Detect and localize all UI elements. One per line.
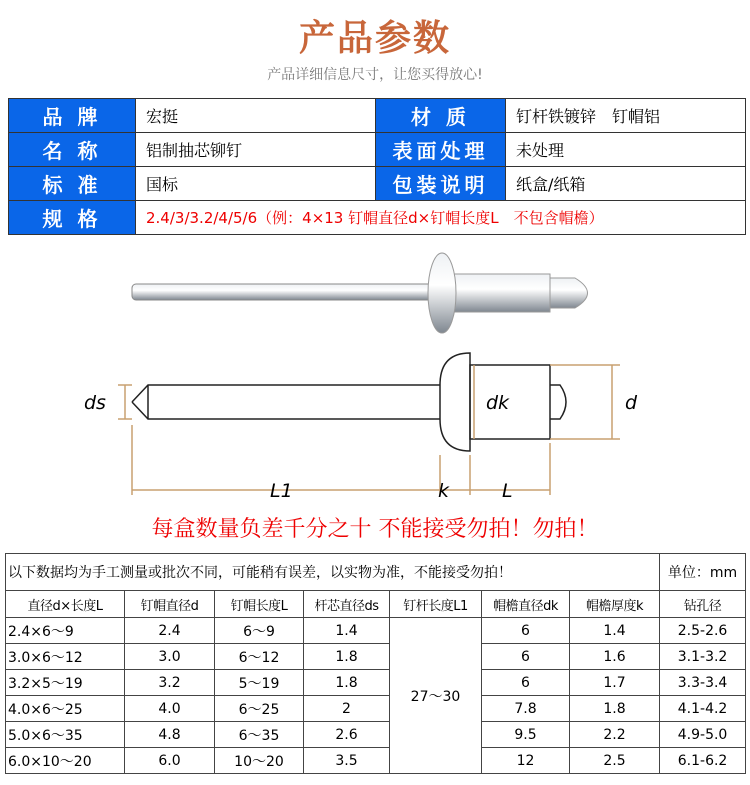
column-header: 帽檐直径dk — [482, 591, 570, 618]
rivet-diagram — [0, 345, 750, 505]
table-cell: 5.0×6～35 — [6, 722, 125, 748]
table-row — [6, 618, 746, 644]
table-cell: 2.6 — [304, 722, 390, 748]
table-cell: 7.8 — [482, 696, 570, 722]
table-cell: 2 — [304, 696, 390, 722]
column-header: 钻孔径 — [660, 591, 746, 618]
table-cell: 6.1-6.2 — [660, 748, 746, 774]
label-d: d — [625, 392, 638, 414]
spec-value: 未处理 — [506, 133, 746, 167]
table-cell: 1.8 — [570, 696, 660, 722]
table-cell: 3.1-3.2 — [660, 644, 746, 670]
spec-label: 表面处理 — [376, 133, 506, 167]
spec-value: 铝制抽芯铆钉 — [136, 133, 376, 167]
table-cell: 3.2 — [125, 670, 215, 696]
table-row — [6, 696, 746, 722]
label-L: L — [502, 480, 513, 502]
label-k: k — [438, 480, 450, 502]
spec-label: 包装说明 — [376, 167, 506, 201]
spec-label: 材 质 — [376, 99, 506, 133]
column-header: 杆芯直径ds — [304, 591, 390, 618]
spec-label: 规 格 — [9, 201, 136, 235]
table-cell: 1.6 — [570, 644, 660, 670]
spec-value: 纸盒/纸箱 — [506, 167, 746, 201]
table-cell: 12 — [482, 748, 570, 774]
table-cell: 1.4 — [304, 618, 390, 644]
table-cell: 6.0 — [125, 748, 215, 774]
column-header: 直径d×长度L — [6, 591, 125, 618]
unit-label: 单位：mm — [660, 554, 746, 591]
table-cell: 6～12 — [215, 644, 304, 670]
column-header: 钉杆长度L1 — [390, 591, 482, 618]
table-cell: 3.0×6～12 — [6, 644, 125, 670]
table-cell: 4.8 — [125, 722, 215, 748]
label-ds: ds — [84, 392, 106, 414]
header-row — [6, 591, 746, 618]
table-cell: 6.0×10～20 — [6, 748, 125, 774]
size-table — [5, 553, 746, 774]
table-cell: 6 — [482, 644, 570, 670]
table-cell: 4.9-5.0 — [660, 722, 746, 748]
table-cell: 6～25 — [215, 696, 304, 722]
spec-row-size — [9, 201, 746, 235]
spec-row — [9, 133, 746, 167]
table-row — [6, 748, 746, 774]
column-header: 钉帽长度L — [215, 591, 304, 618]
table-row — [6, 644, 746, 670]
spec-table — [8, 98, 746, 235]
spec-label: 品 牌 — [9, 99, 136, 133]
rivet-photo — [0, 248, 750, 338]
column-header: 钉帽直径d — [125, 591, 215, 618]
page-subtitle: 产品详细信息尺寸，让您买得放心! — [267, 67, 483, 83]
spec-size-value: 2.4/3/3.2/4/5/6（例：4×13 钉帽直径d×钉帽长度L 不包含帽檐） — [136, 201, 746, 235]
table-cell: 3.5 — [304, 748, 390, 774]
table-cell: 6 — [482, 618, 570, 644]
l1-cell: 27～30 — [390, 618, 482, 774]
table-cell: 6～9 — [215, 618, 304, 644]
table-cell: 3.0 — [125, 644, 215, 670]
table-cell: 2.2 — [570, 722, 660, 748]
label-L1: L1 — [270, 480, 293, 502]
spec-row — [9, 167, 746, 201]
spec-label: 名 称 — [9, 133, 136, 167]
table-cell: 4.0 — [125, 696, 215, 722]
warning-text: 每盒数量负差千分之十 不能接受勿拍！勿拍！ — [151, 517, 599, 542]
table-cell: 4.1-4.2 — [660, 696, 746, 722]
table-cell: 10～20 — [215, 748, 304, 774]
table-row — [6, 670, 746, 696]
page-title: 产品参数 — [298, 18, 451, 59]
spec-value: 钉杆铁镀锌 钉帽铝 — [506, 99, 746, 133]
label-dk: dk — [486, 392, 510, 414]
table-cell: 1.4 — [570, 618, 660, 644]
note-row — [6, 554, 746, 591]
spec-row — [9, 99, 746, 133]
spec-value: 宏挺 — [136, 99, 376, 133]
table-cell: 6～35 — [215, 722, 304, 748]
table-note: 以下数据均为手工测量或批次不同，可能稍有误差，以实物为准，不能接受勿拍！ — [6, 554, 660, 591]
table-cell: 1.8 — [304, 670, 390, 696]
table-cell: 2.4 — [125, 618, 215, 644]
table-cell: 6 — [482, 670, 570, 696]
table-cell: 4.0×6～25 — [6, 696, 125, 722]
table-cell: 9.5 — [482, 722, 570, 748]
table-cell: 3.3-3.4 — [660, 670, 746, 696]
table-cell: 2.5-2.6 — [660, 618, 746, 644]
table-cell: 3.2×5～19 — [6, 670, 125, 696]
column-header: 帽檐厚度k — [570, 591, 660, 618]
table-cell: 5～19 — [215, 670, 304, 696]
spec-label: 标 准 — [9, 167, 136, 201]
table-cell: 1.8 — [304, 644, 390, 670]
spec-value: 国标 — [136, 167, 376, 201]
table-cell: 2.5 — [570, 748, 660, 774]
table-cell: 1.7 — [570, 670, 660, 696]
table-row — [6, 722, 746, 748]
table-cell: 2.4×6～9 — [6, 618, 125, 644]
